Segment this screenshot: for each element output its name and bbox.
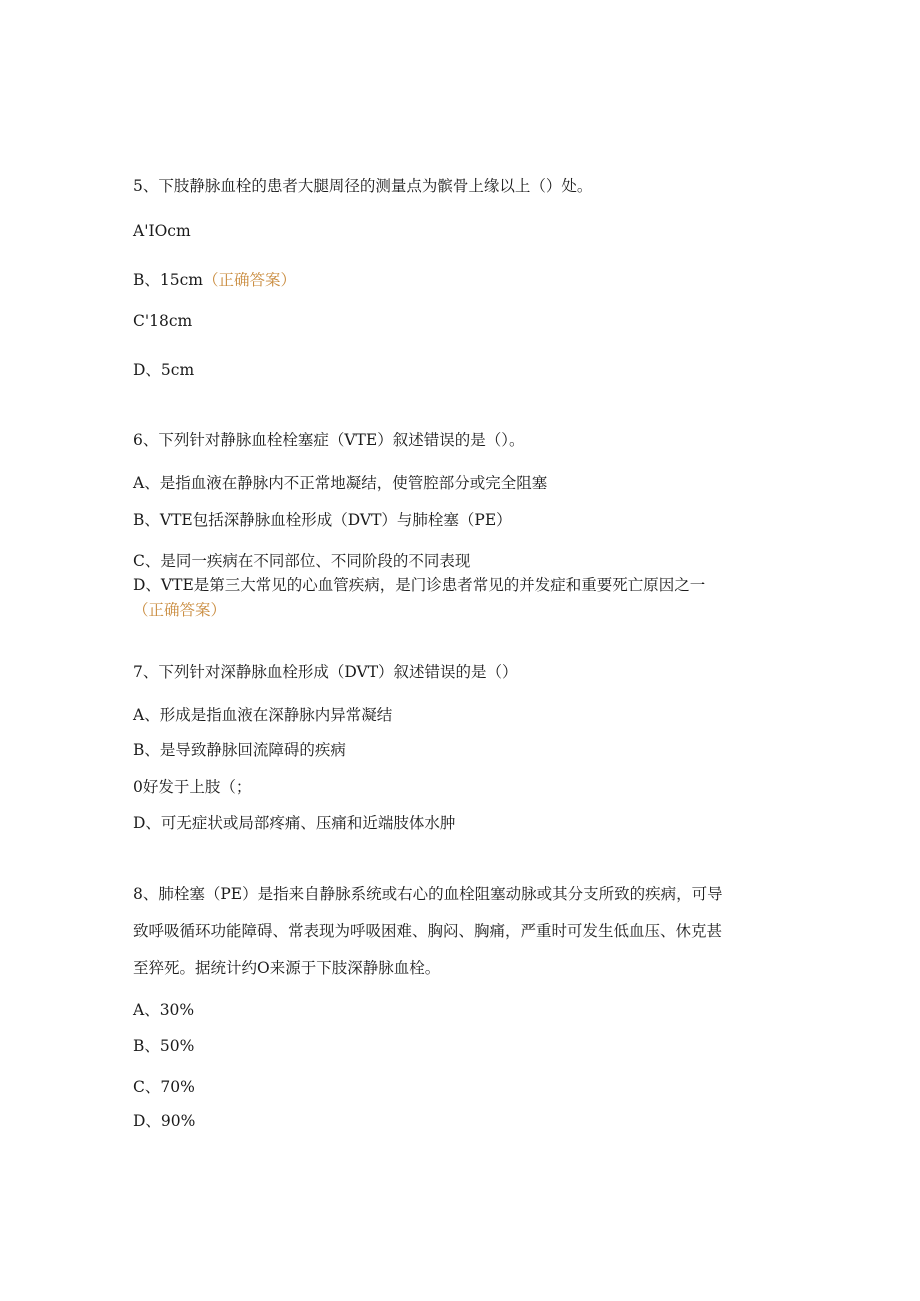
q7-option-d: D、可无症状或局部疼痛、压痛和近端肢体水肿 [133,814,456,832]
q5-option-d: D、5cm [133,361,195,379]
q7-option-b: B、是导致静脉回流障碍的疾病 [133,741,346,759]
q8-question-line-2: 致呼吸循环功能障碍、常表现为呼吸困难、胸闷、胸痛，严重时可发生低血压、休克甚 [133,922,723,940]
q5-option-b [133,270,296,290]
q8-option-d: D、90% [133,1112,196,1130]
q8-option-c: C、70% [133,1078,195,1096]
q7-option-c: 0好发于上肢（； [133,778,252,796]
q6-question: 6、下列针对静脉血栓栓塞症（VTE）叙述错误的是（）。 [133,431,525,449]
q6-option-b: B、VTE包括深静脉血栓形成（DVT）与肺栓塞（PE） [133,511,512,529]
q8-option-a: A、30% [133,1001,195,1019]
q8-option-b: B、50% [133,1037,195,1055]
q6-option-a: A、是指血液在静脉内不正常地凝结，使管腔部分或完全阻塞 [133,474,548,492]
q6-option-c: C、是同一疾病在不同部位、不同阶段的不同表现 [133,552,471,570]
q5-question: 5、下肢静脉血栓的患者大腿周径的测量点为髌骨上缘以上（）处。 [133,177,593,195]
q7-option-a: A、形成是指血液在深静脉内异常凝结 [133,706,393,724]
q5-option-c: C'18cm [133,312,193,330]
q7-question: 7、下列针对深静脉血栓形成（DVT）叙述错误的是（） [133,663,518,681]
q5-option-a: A'IOcm [133,222,191,240]
q5-option-b-text: B、15cm [133,271,203,289]
q8-question-line-3: 至猝死。据统计约O来源于下肢深静脉血栓。 [133,959,441,977]
q8-question-line-1: 8、肺栓塞（PE）是指来自静脉系统或右心的血栓阻塞动脉或其分支所致的疾病，可导 [133,885,723,903]
q6-option-d: D、VTE是第三大常见的心血管疾病，是门诊患者常见的并发症和重要死亡原因之一 [133,576,706,594]
correct-answer-tag: （正确答案） [133,601,227,619]
correct-answer-tag: （正确答案） [203,271,297,289]
